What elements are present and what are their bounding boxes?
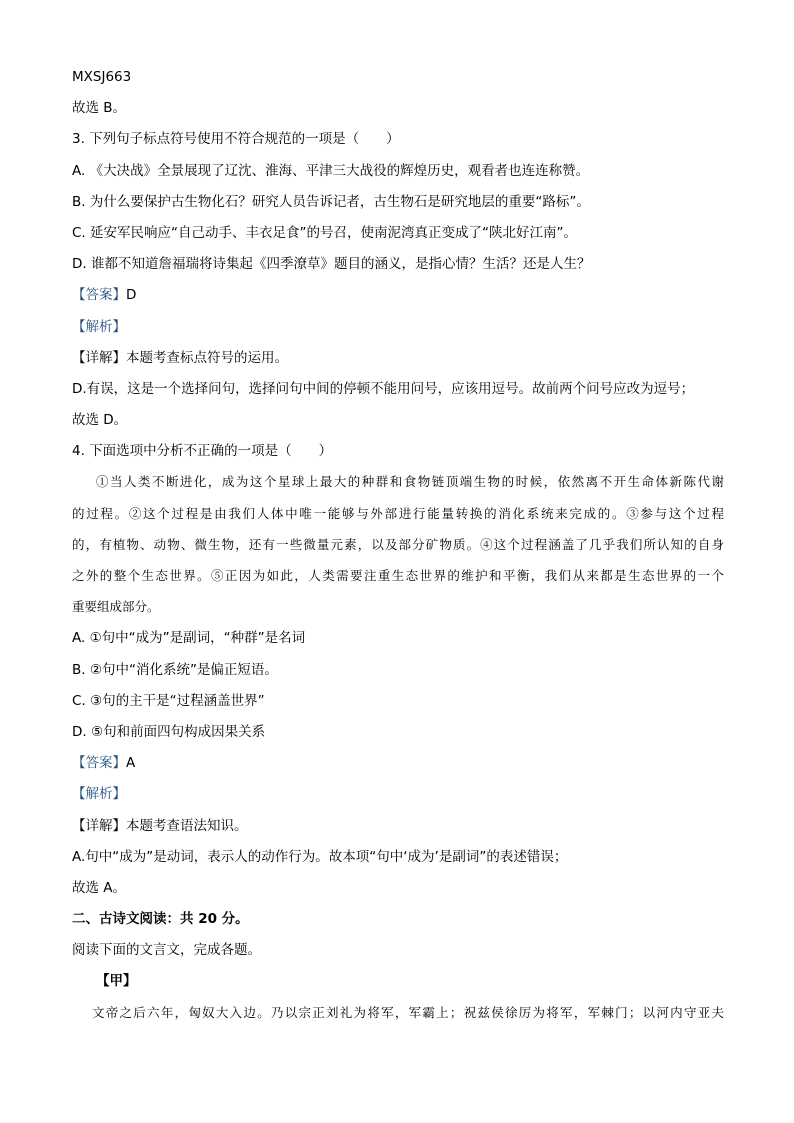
q4-option-c: C. ③句的主干是“过程涵盖世界” (72, 692, 265, 709)
q3-explanation: D.有误，这是一个选择问句，选择问句中间的停顿不能用问号，应该用逗号。故前两个问号应改为逗号； (72, 380, 695, 397)
answer-value: D (126, 287, 137, 304)
q4-passage-line: 之外的整个生态世界。⑤正因为如此，人类需要注重生态世界的维护和平衡，我们从来都是生态世界的一个 (72, 568, 724, 583)
q4-passage-line: ①当人类不断进化，成为这个星球上最大的种群和食物链顶端生物的时候，依然离不开生命体新陈代谢 (96, 474, 724, 490)
q4-option-a: A. ①句中“成为”是副词，“种群”是名词 (72, 630, 306, 647)
q4-analysis-tag: 【解析】 (72, 786, 126, 803)
q4-answer (72, 752, 724, 783)
q3-answer (72, 284, 724, 315)
classical-text-line: 文帝之后六年，匈奴大入边。乃以宗正刘礼为将军，军霸上；祝兹侯徐厉为将军，军棘门；以河内守亚夫 (92, 1004, 724, 1020)
q4-option-b: B. ②句中“消化系统”是偏正短语。 (72, 661, 278, 678)
section-heading: 二、古诗文阅读：共 20 分。 (72, 911, 249, 928)
q4-conclusion: 故选 A。 (72, 879, 127, 896)
answer-tag: 【答案】 (72, 287, 126, 304)
q3-option-c: C. 延安军民响应“自己动手、丰衣足食”的号召，使南泥湾真正变成了“陕北好江南”。 (72, 224, 577, 241)
section-instruction: 阅读下面的文言文，完成各题。 (72, 942, 261, 959)
q3-option-d: D. 谁都不知道詹福瑞将诗集起《四季潦草》题目的涵义，是指心情？生活？还是人生？ (72, 256, 591, 273)
part-label: 【甲】 (96, 973, 137, 990)
q4-passage-line: 重要组成部分。 (72, 599, 160, 615)
q4-passage-line: 的，有植物、动物、微生物，还有一些微量元素，以及部分矿物质。④这个过程涵盖了几乎我们所认知的自身 (72, 536, 724, 552)
prev-conclusion: 故选 B。 (72, 100, 127, 117)
q4-option-d: D. ⑤句和前面四句构成因果关系 (72, 723, 266, 740)
q3-conclusion: 故选 D。 (72, 412, 128, 429)
q3-analysis-tag: 【解析】 (72, 318, 126, 335)
q3-option-b: B. 为什么要保护古生物化石？研究人员告诉记者，古生物石是研究地层的重要“路标”。 (72, 193, 590, 210)
q4-passage-line: 的过程。②这个过程是由我们人体中唯一能够与外部进行能量转换的消化系统来完成的。③参与这个过程 (72, 505, 724, 521)
doc-code: MXSJ663 (72, 69, 132, 85)
document-page (72, 66, 724, 1033)
answer-tag: 【答案】 (72, 755, 126, 772)
q4-detail: 【详解】本题考查语法知识。 (72, 817, 248, 834)
q4-explanation: A.句中“成为”是动词，表示人的动作行为。故本项“句中‘成为’是副词”的表述错误； (72, 848, 568, 865)
q3-detail: 【详解】本题考查标点符号的运用。 (72, 349, 288, 366)
q3-option-a: A. 《大决战》全景展现了辽沈、淮海、平津三大战役的辉煌历史，观看者也连连称赞。 (72, 162, 590, 179)
q3-stem: 3. 下列句子标点符号使用不符合规范的一项是（ ） (72, 131, 400, 148)
q4-stem: 4. 下面选项中分析不正确的一项是（ ） (72, 443, 333, 460)
answer-value: A (126, 755, 136, 772)
